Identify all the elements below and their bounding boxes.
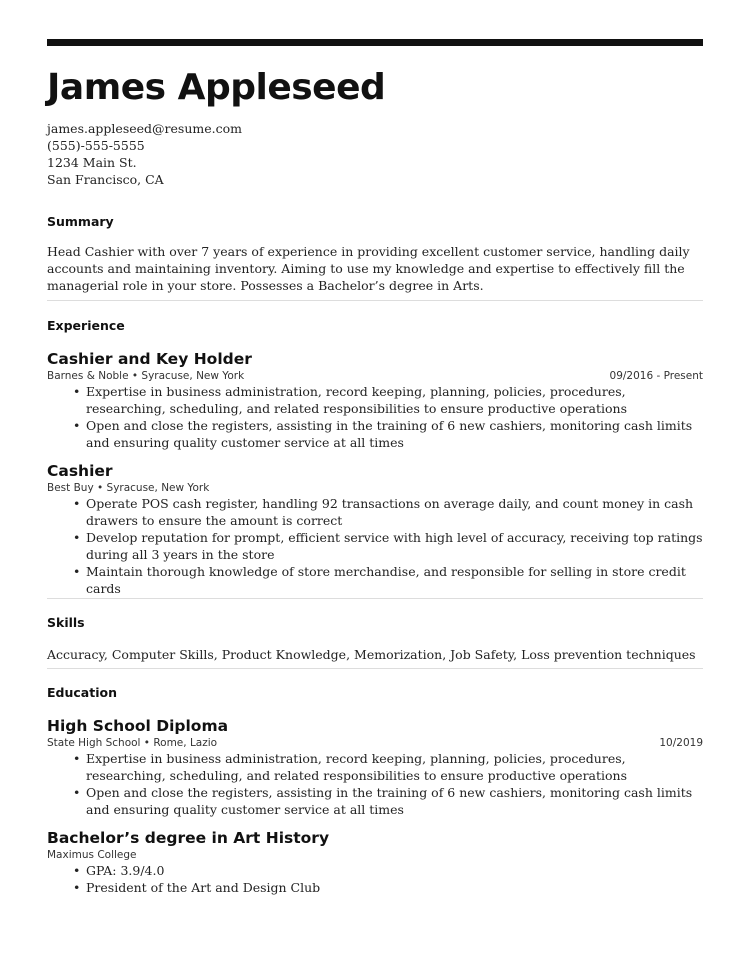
degree-bullets <box>73 750 703 818</box>
degree-date: 10/2019 <box>659 737 703 749</box>
job-entry <box>47 461 703 597</box>
experience-heading: Experience <box>47 318 125 333</box>
list-item: • Operate POS cash register, handling 92 transactions on average daily, and count money in cash drawers to ensure the amount is correct <box>73 495 703 529</box>
list-item: • Maintain thorough knowledge of store merchandise, and responsible for selling in store credit cards <box>73 563 703 597</box>
job-meta <box>47 481 703 495</box>
summary-heading: Summary <box>47 214 114 229</box>
job-entry <box>47 349 703 451</box>
skills-heading: Skills <box>47 615 85 630</box>
section-divider <box>47 598 703 599</box>
contact-block <box>47 120 703 188</box>
school-name: State High School • Rome, Lazio <box>47 737 218 749</box>
education-heading: Education <box>47 685 117 700</box>
degree-meta <box>47 848 703 862</box>
summary-text: Head Cashier with over 7 years of experience in providing excellent customer service, handling daily accounts and maintaining inventory. Aiming to use my knowledge and expertise to effectively fill the managerial role in your store. Possesses a Bachelor’s degree in Arts. <box>47 244 690 293</box>
contact-address: 1234 Main St. <box>47 155 137 170</box>
job-org: Best Buy • Syracuse, New York <box>47 482 210 494</box>
top-rule <box>47 39 703 46</box>
school-name: Maximus College <box>47 849 137 861</box>
list-item: • Expertise in business administration, record keeping, planning, policies, procedures, researching, scheduling, and related responsibilities to ensure productive operations <box>73 383 703 417</box>
job-meta <box>47 369 703 383</box>
education-entry <box>47 828 703 896</box>
degree-title: Bachelor’s degree in Art History <box>47 829 330 847</box>
list-item: • Open and close the registers, assisting in the training of 6 new cashiers, monitoring cash limits and ensuring quality customer service at all times <box>73 417 703 451</box>
list-item: • Open and close the registers, assisting in the training of 6 new cashiers, monitoring cash limits and ensuring quality customer service at all times <box>73 784 703 818</box>
job-title: Cashier <box>47 462 113 480</box>
skills-text: Accuracy, Computer Skills, Product Knowledge, Memorization, Job Safety, Loss prevention techniques <box>47 647 696 662</box>
job-bullets <box>73 495 703 597</box>
degree-meta <box>47 736 703 750</box>
contact-phone: (555)-555-5555 <box>47 138 145 153</box>
candidate-name: James Appleseed <box>47 67 386 108</box>
job-date: 09/2016 - Present <box>609 370 703 382</box>
section-divider <box>47 668 703 669</box>
list-item: • President of the Art and Design Club <box>73 879 703 896</box>
list-item: • Expertise in business administration, record keeping, planning, policies, procedures, researching, scheduling, and related responsibilities to ensure productive operations <box>73 750 703 784</box>
resume <box>47 39 703 896</box>
education-entry <box>47 716 703 818</box>
section-divider <box>47 300 703 301</box>
contact-email: james.appleseed@resume.com <box>47 121 242 136</box>
degree-bullets <box>73 862 703 896</box>
list-item: • GPA: 3.9/4.0 <box>73 862 703 879</box>
job-bullets <box>73 383 703 451</box>
contact-city: San Francisco, CA <box>47 172 164 187</box>
job-org: Barnes & Noble • Syracuse, New York <box>47 370 245 382</box>
job-title: Cashier and Key Holder <box>47 350 252 368</box>
degree-title: High School Diploma <box>47 717 229 735</box>
list-item: • Develop reputation for prompt, efficient service with high level of accuracy, receiving top ratings during all 3 years in the store <box>73 529 703 563</box>
